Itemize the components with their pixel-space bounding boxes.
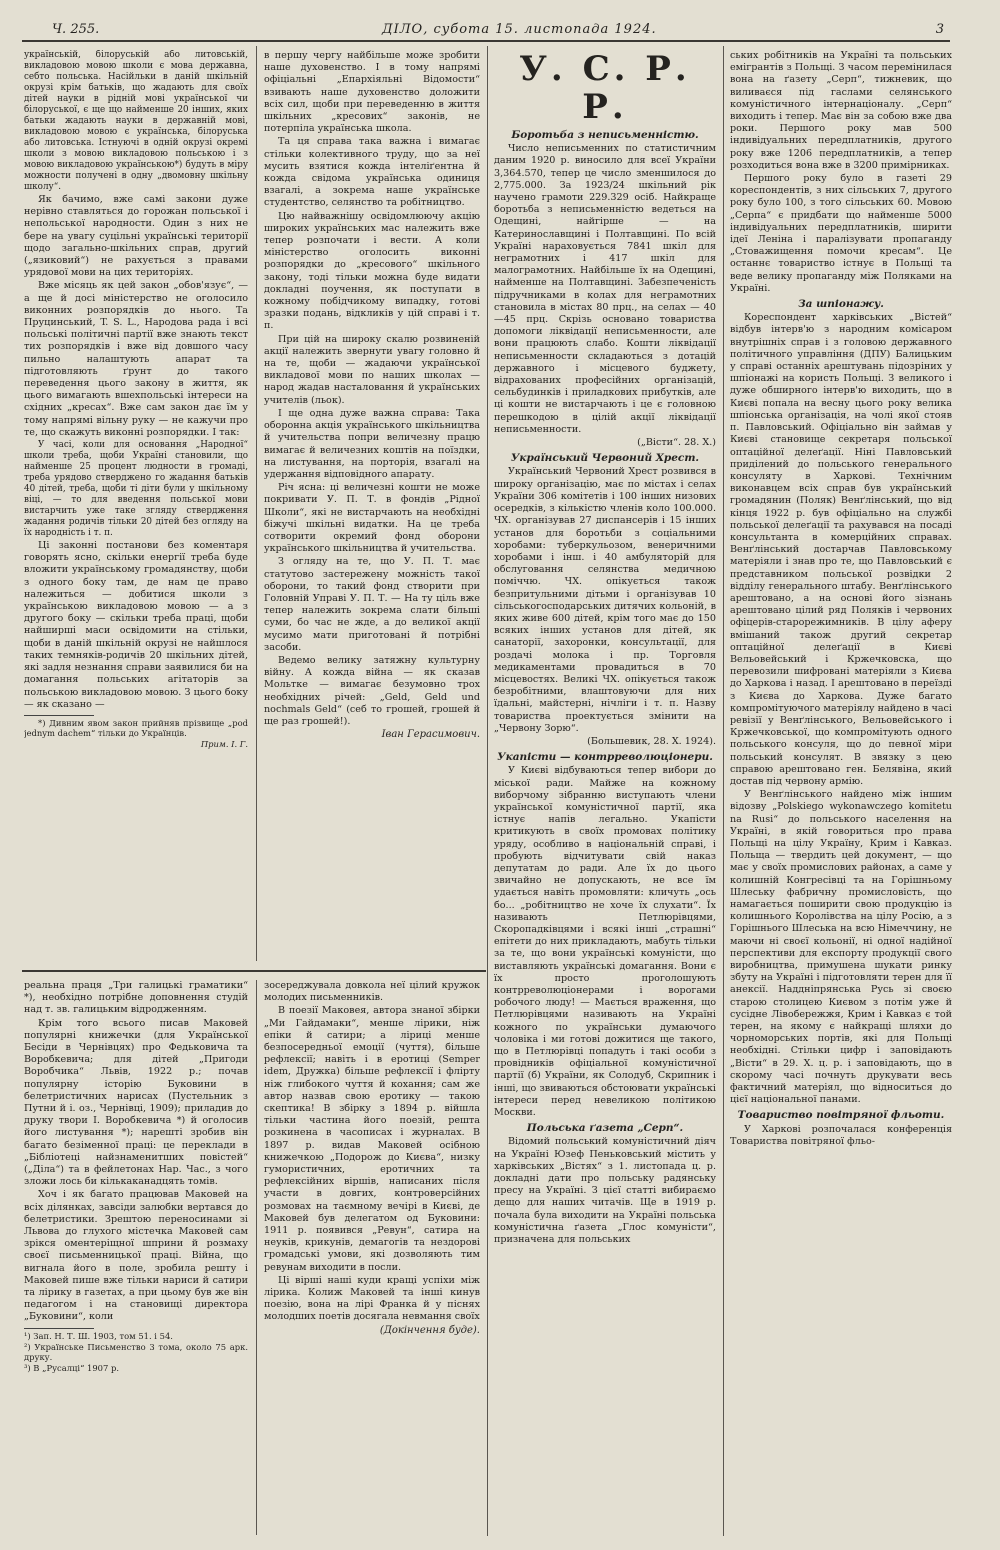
footnote: ²) Українське Письменство 3 тома, около 75 арк. друку. xyxy=(24,1341,248,1363)
article-title: Боротьба з неписьменністю. xyxy=(511,129,699,141)
article-paragraph: З огляду на те, що У. П. Т. має статутово застережену можність такої оборони, то такий фонд створити при Головній Управі У. П. Т. — На ту ціль вже тепер належить зокрема слати більші суми, бо час не жде, а до великої акції мусимо мати приготовані й потрібні засоби. xyxy=(264,556,480,653)
article-paragraph: Відомий польський комуністичний діяч на Україні Юзеф Пеньковський містить у харківських „Вістях“ з 1. листопада ц. р. докладні дати про польську радянську пресу на Україні. З цієї статті вибираємо дещо для наших читачів. Ще в 1919 р. почала була виходити на Україні польська комуністична ґазета „Глос комуністи“, призначена для польських xyxy=(494,1136,716,1246)
article-paragraph: Та ця справа така важна і вимагає стільки колективного труду, що за неї мусить взятися кожда інтеліґентна й кожда свідома українська одиниця взагалі, а зокрема наше українське студентство, селянство та робітництво. xyxy=(264,136,480,209)
article-paragraph: реальна праця „Три галицькі граматики“ *), необхідно потрібне доповнення студій над т. зв. галицьким відродженням. xyxy=(24,980,248,1016)
column-2-upper xyxy=(264,50,480,965)
footnote-rule xyxy=(24,715,94,716)
article-paragraph: Хоч і як багато працював Маковей на всіх ділянках, завсіди залюбки вертався до белетристики. Зрештою переносинами зі Львова до глухого містечка Маковей сам зрікся оментеріщної шприни й розмаху своєї письменницької праці. Війна, що вигнала його в поле, зробила решту і Маковей пише вже тільки нариси й сатири та лірику в газетах, а при цьому був же він педагогом і на становищі директора „Буковини“, коли xyxy=(24,1189,248,1323)
article-paragraph: українській, білоруській або литовській, викладовою мовою школи є мова державна, себто польська. Насійльки в даній шкільній окрузі крім батьків, що жадають для своїх дітей науки в рідній мові української чи білоруської, є ще що найменше 20 інших, яких батьки жадають науки в державній мові, викладовою мовою є українська, білоруська або литовська. Істнуючі в одній окрузі окремі школи з мовою викладовою польською і з мовою викладовою українською*) будуть в міру можности получені в одну „двомовну шкільну школу“. xyxy=(24,50,248,192)
article-paragraph: У Венґлінського найдено між іншим відозву „Polskiego wykonawczego komitetu na Rusi“ до польського населення на Україні, в якій говориться про права Польщі на цілу Україну, Крим і Кавказ. Польща — твердить цей документ, — що має у своїх промислових районах, а саме у колишній Конгресівці та на Горішньому Шлеську фабричну промисловість, що намагається поширити свою продукцію із колишнього Королівства на цілу Росію, а з Горішнього Шлеська на всю Німеччину, не маючи ні своєї кольонії, ні одної надійної перспективи для експорту продукції свого виробництва, примушена шукати ринку збуту на Україні і підготовляти терен для її анексії. Наддніпрянська Русь зі своєю старою столицею Києвом з потім уже й сусідне Лівобережжя, Крим і Кавказ є той терен, на якому є найкращі шляхи до чорноморських портів, які для Польщі необхідні. Стільки цифр і заповідають „Вісти“ в 29. X. ц. р. і заповідають, що в скорому часі почнуть друкувати весь фактичний матеріял, що відноситься до цієї національної панами. xyxy=(730,789,952,1106)
column-rule xyxy=(723,46,724,1536)
newspaper-title: ДІЛО, субота 15. листопада 1924. xyxy=(382,22,657,37)
article-paragraph: ських робітників на Україні та польських емігрантів з Польщі. З часом перемінилася вона на ґазету „Серп“, тижневик, що виливаєся під гаслами селянського комуністичного інтернаціоналу. „Серп“ виходить і тепер. Має він за собою вже два роки. Першого року мав 500 індивідуальних передплатників, другого року вже 1206 передплатників, а тепер розходиться вона вже в 3200 примірниках. xyxy=(730,50,952,171)
article-source: (Большевик, 28. X. 1924). xyxy=(587,735,716,747)
article-paragraph: І ще одна дуже важна справа: Така оборонна акція українського шкільництва й учительства попри величезну працю вимагає й величезних коштів на поїздки, на листування, на порторія, взагалі на удержання відповідного апарату. xyxy=(264,407,480,480)
article-paragraph: Крім того всього писав Маковей популярні книжечки (для Української Бесіди в Чернівцях) про Федьковича та Воробкевича; для дітей „Пригоди Воробчика“ Львів, 1922 р.; почав популярну історію Буковини в белетристичних нарисах (Пустельник з Путни й і. оз., Чернівці, 1909); приладив до друку твори І. Воробкевича *) й оголосив його листування *); нарешті зробив він багато безіменної праці: це переклади в „Бібліотеці найзнаменитших повістей“ („Діла“) та в фейлетонах Нар. Час., з чого зложи лось би кількаканадцять томів. xyxy=(24,1017,248,1188)
author-signature: Іван Герасимович. xyxy=(381,729,480,741)
article-title: Український Червоний Хрест. xyxy=(510,452,700,465)
article-title: Товариство повітряної фльоти. xyxy=(737,1109,945,1122)
continuation-note: (Докінчення буде). xyxy=(379,1324,480,1336)
article-paragraph: Вже місяць як цей закон „обов'язує“, — а ще й досі міністерство не оголосило виконних розпорядків до нього. Та Пруцинський, T. S. L., Народова рада і всі польські політичні партії вже знають текст тих розпорядків і вже від довшого часу пильно налаштують апарат та підготовляють ґрунт до такого переведення цього закону в життя, як цього вимагають вшехпольські інтереси на східних „кресах“. Вже сам закон дає їм у тому напрямі вільну руку — не кажучи про те, що скажуть виконні розпорядки. І так: xyxy=(24,280,248,438)
column-1-upper xyxy=(24,50,248,965)
article-source: („Вісти“. 28. X.) xyxy=(637,437,716,449)
column-2-lower xyxy=(264,980,480,1535)
article-paragraph: Ці законні постанови без коментаря говорять ясно, скільки енергії треба буде вложити українському громадянству, щоби з одного боку там, де нам це право належиться — добитися школи з українською викладовою мовою — а з другого боку — скільки треба праці, щоби найширші маси освідомити на стільки, щоби в даній шкільній окрузі не найшлося таких темняків-родичів 20 шкільних дітей, які задля незнання справи заявилися би на домагання польських агітаторів за польською викладовою мовою. З цього боку — як сказано — xyxy=(24,540,248,710)
article-paragraph: Кореспондент харківських „Вістей“ відбув інтерв'ю з народним комісаром внутрішніх справ і з головою державного політичного управління (ДПУ) Балицьким у справі останніх арештувань підозріних у шпіонажі на користь Польщі. З великого і дуже обширного інтерв'ю виходить, що в Києві попала на весну цього року велика шпіонська організація, на чолі якої стояв п. Павловський. Офіціально він займав у Києві становище секретаря польської оптаційної делеґації. Ніні Павловський приділений до польського генерального консуляту в Харкові. Технічним виконавцем всіх справ був український громадянин (Поляк) Венґлінський, що від кінця 1922 р. був офіціально на службі польської делеґації та рахувався на посаді консультанта в комерційних справах. Венґлінський достарчав Павловському матеріяли і знав про те, що Павловський є представником польської розвідки 2 відділу генерального штабу. Венґлінського арештовано, а на основі його зізнань арештовано цілий ряд Поляків і червоних офіцерів-старорежимників. В цілу аферу вмішаний також другий секретар оптаційної делеґації в Києві Вельовейський і Кржечковска, що перевозили шифровані матеріяли з Києва до Харкова і назад. І арештовано в переїзді з Києва до Харкова. Дуже багато компромітуючого матеріялу найдено в часі ревізії у Венґлінського, Вельовейського і Кржечковської, що компромітують одного польського консуля, що до певної міри польський консулят. В звязку з цею справою арештовано ген. Белявіна, який достав під червону армію. xyxy=(730,312,952,787)
column-4 xyxy=(730,50,952,1538)
article-paragraph: Як бачимо, вже самі закони дуже нерівно ставляться до горожан польської і непольської народности. Один з них не бере на увагу суцільні українські території щодо загально-шкільних справ, другий („язиковий“) не рахується з правами урядової мови на цих територіях. xyxy=(24,194,248,279)
article-paragraph: Ці вірші наші куди кращі успіхи між лірика. Колиж Маковей та інші кинув поезію, вона на лірі Франка й у піснях молодших поетів досягала невмання своїх xyxy=(264,1274,480,1323)
footnote-rule xyxy=(24,1328,94,1329)
column-1-lower xyxy=(24,980,248,1535)
article-paragraph: У Києві відбуваються тепер вибори до міської ради. Майже на кожному виборчому зібранню виступають члени української комуністичної партії, яка істнує напів легально. Укапісти критикують в своїх промовах політику уряду, особливо в національній справі, і пробують відчитувати свій наказ депутатам до ради. Але їх до цього звичайно не допускають, не все їм удається навіть промовляти: кличуть „ось бо... „робітництво не хоче їх слухати“. Їх називають Петлюрівцями, Скоропадківцями і всякі інші „страшні“ епітети до них прикладають, мабуть тільки за те, що вони українські комуністи, що виставляють українські домагання. Вони є їх просто проголошують контрреволюціонерами і ворогами робочого люду! — Мається враження, що Петлюрівцями називають на Україні кожного по українськи думаючого чоловіка і ми готові дожитися ще такого, що в Петлюрівці попадуть і такі особи з провідників офіціальної комуністичної партії (б) України, як Солодуб, Скрипник і інші, що звиваються обстоювати українські інтереси перед невеликою політикою Москви. xyxy=(494,765,716,1119)
article-paragraph: Річ ясна: ці величезні кошти не може покривати У. П. Т. в фондів „Рідної Школи“, які не вистарчають на необхідні біжучі шкільні видатки. На це треба сотворити окремий фонд оборони українського шкільництва й учительства. xyxy=(264,482,480,555)
issue-number: Ч. 255. xyxy=(52,22,100,37)
footnote: *) Дивним явом закон прийняв прізвище „pod jednym dachem“ тільки до Українців. xyxy=(24,717,248,739)
article-paragraph: в першу чергу найбільше може зробити наше духовенство. І в тому напрямі офіціальні „Епархіяльні Відомости“ взивають наше духовенство доложити всіх сил, щоби при переведенню в життя шкільних „кресових“ законів, не потерпіла українська школа. xyxy=(264,50,480,135)
article-paragraph: В поезії Маковея, автора знаної збірки „Ми Гайдамаки“, менше лірики, ніж епіки й сатири; а ліриці менше безпосередньої емоції (чуття), більше рефлексії; навіть і в еротиці (Semper idem, Дружка) більше рефлексії і флірту ніж глибокого чуття й кохання; сам же автор назвав свою еротику — такою скептика! В збірку з 1894 р. війшла тільки частина його поезій, решта розкинена в часописах і журналах. В 1897 р. видав Маковей осібною книжечкою „Подорож до Києва“, низку гумористичних, еротичних та рефлексійних віршів, написаних після участи в довгих, контроверсійних розмовах на таємному вечірі в Києві, де Маковей був делегатом од Буковини: 1911 р. появився „Ревун“, сатира на неуків, крикунів, демагогів та нездорові громадські умови, які дозволяють тим ревунам виходити в посли. xyxy=(264,1005,480,1273)
article-paragraph: Цю найважнішу освідомлюючу акцію широких українських мас належить вже тепер розпочати і вести. А коли міністерство оголосить виконні розпорядки до „кресового“ шкільного закону, тоді тільки можна буде видати докладні поучення, як поступати в кожному побідчикому випадку, готові зразки подань, відкликів у цій справі і т. п. xyxy=(264,210,480,332)
article-paragraph: Ведемо велику затяжну культурну війну. А кожда війна — як сказав Мольтке — вимагає безумовно трох необхідних річей: „Geld, Geld und nochmals Geld“ (себ то грошей, грошей й ще раз грошей!). xyxy=(264,654,480,727)
article-paragraph: Число неписьменних по статистичним даним 1920 р. виносило для всеї України 3,364.570, тепер це число зменшилося до 2,775.000. За 1923/24 шкільний рік научено грамоти 229.329 осіб. Найкраще боротьба з неписьменністю ведеться на Одещині, найгірше — на Катеринославщині і Полтавщині. По всій Україні нараховується 7841 шкіл для неграмотних і 417 шкіл для малограмотних. Найбільше їх на Одещині, найменше на Полтавщині. Забезпеченість підручниками в колах для неграмотних становила в містах 80 прц., на селах — 40—45 прц. Скрізь основано товариства допомоги ліквідації неписьменности, але вони працюють слабо. Кошти ліквідації неписьменности складаються з дотацій державного і місцевого буджету, відрахованих професійних організацій, сельбудинків і приладкових прибутків, але ці кошти не вистарчають і це є головною перешкодою в цілій акції ліквідації неписьменности. xyxy=(494,143,716,435)
column-rule xyxy=(256,46,257,961)
column-rule xyxy=(256,980,257,1535)
footnote: ¹) Зап. Н. Т. Ш. 1903, том 51. і 54. xyxy=(24,1330,173,1341)
column-3 xyxy=(494,50,716,1538)
page-header xyxy=(22,22,950,42)
article-paragraph: При цій на широку скалю розвиненій акції належить звернути увагу головно й на те, щоби — жадаючи української викладової мови по наших школах — народ жадав насталовання й українських учителів (льок). xyxy=(264,333,480,406)
article-paragraph: зосереджувала довкола неї цілий кружок молодих письменників. xyxy=(264,980,480,1004)
page-number: 3 xyxy=(935,22,944,37)
article-title: За шпіонажу. xyxy=(798,298,884,311)
section-title-ussr: У. С. Р. Р. xyxy=(519,50,691,127)
footnote-signature: Прим. І. Г. xyxy=(200,739,248,750)
article-paragraph: У часі, коли для основання „Народної“ школи треба, щоби Україні становили, що найменше 25 процент людности в громаді, треба урядово стверджено го жадання батьків 40 дітей, треба, щоби ті діти були у шкільному віці, — то для введення польської мови вистарчить уже таке згляду ствердження жадання родичів тільки 20 дітей без огляду на їх народність і т. п. xyxy=(24,440,248,539)
article-paragraph: Першого року було в газеті 29 кореспондентів, з них сільських 7, другого року було 100, з того сільських 60. Мовою „Серпа“ є придбати що найменше 5000 індивідуальних передплатників, ширити ідеї Леніна і паралізувати пропаганду „Стоважищення помочи кресам“. Це останнє товариство істнує в Польщі та веде велику пропаганду між Поляками на Україні. xyxy=(730,173,952,294)
article-paragraph: Український Червоний Хрест розвився в широку організацію, має по містах і селах України 306 комітетів і 100 інших низових осередків, з кількістю членів коло 100.000. ЧХ. організував 27 диспансерів і 15 інших установ для боротьби з соціальними хоробами: туберкульозом, венеричними хоробами і інш. і 40 амбуляторій для обслуговання селянства медичною поміччю. ЧХ. опікується також безпритульними дітьми і організував 10 сільськогосподарських дитячих кольоній, в яких живе 600 дітей, крім того має до 150 всяких інших установ для дітей, як санаторії, захоронки, консультації, для роздачі молока і пр. Торговля медикаментами провадиться в 70 місцевостях. Великі ЧХ. опікується також безробітними, влаштовуючи для них їдальні, майстерні, нічліги і т. п. Назву товариства проектується змінити на „Червону Зорю“. xyxy=(494,466,716,734)
column-rule xyxy=(487,46,488,1536)
article-paragraph: У Харкові розпочалася конференція Товариства повітряної фльо- xyxy=(730,1123,952,1147)
section-divider xyxy=(22,970,486,972)
article-title: Польська ґазета „Серп“. xyxy=(526,1122,684,1135)
footnote: ³) В „Русалці“ 1907 р. xyxy=(24,1363,120,1374)
article-title: Укапісти — контрреволюціонери. xyxy=(497,751,713,764)
